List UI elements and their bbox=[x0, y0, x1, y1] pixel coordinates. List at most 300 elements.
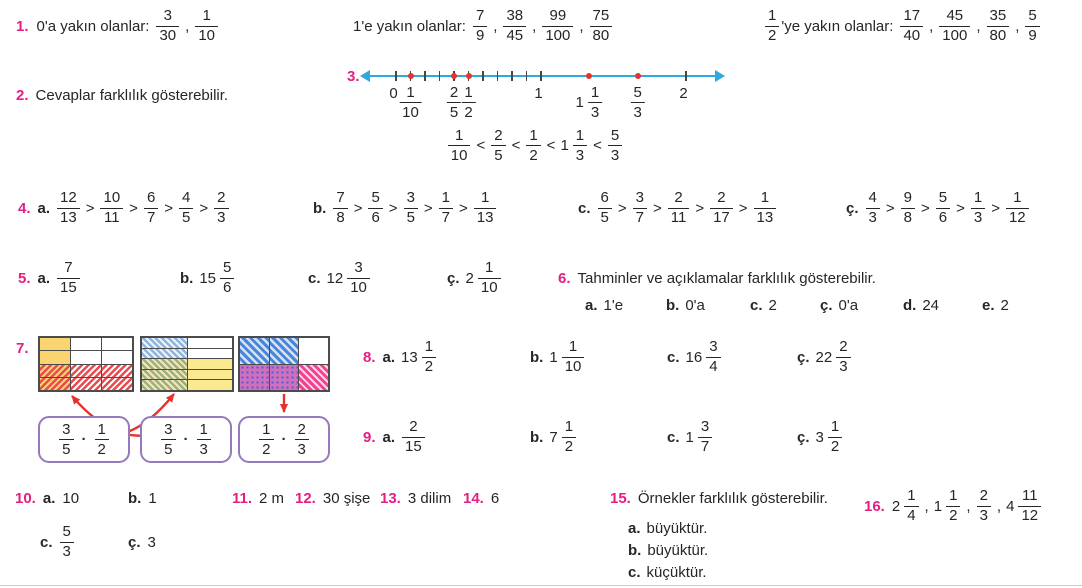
numberline-tick bbox=[526, 71, 528, 81]
numberline-tick bbox=[439, 71, 441, 81]
numerator: 1 bbox=[760, 189, 770, 207]
item-number: 2. bbox=[16, 86, 29, 104]
operator: > bbox=[991, 199, 1000, 217]
fraction bbox=[1018, 488, 1041, 524]
part-label: d. bbox=[903, 296, 917, 314]
fraction bbox=[836, 339, 850, 375]
item-number: 4. bbox=[18, 199, 31, 217]
denominator: 11 bbox=[670, 209, 687, 226]
numerator: 10 bbox=[103, 189, 121, 207]
grid-cell bbox=[299, 365, 328, 391]
answer-text: Örnekler farklılık gösterebilir. bbox=[637, 489, 828, 507]
numerator: 5 bbox=[62, 523, 71, 541]
fraction bbox=[439, 190, 453, 226]
fraction bbox=[448, 128, 471, 164]
math-expression bbox=[764, 8, 1041, 44]
grid-cell bbox=[188, 359, 233, 369]
item-5a bbox=[18, 256, 81, 300]
part-label: b. bbox=[128, 489, 142, 507]
text-token: 1 bbox=[148, 489, 157, 507]
part-label: ç. bbox=[797, 428, 810, 446]
item-number: 9. bbox=[363, 428, 376, 446]
denominator: 3 bbox=[610, 146, 620, 164]
denominator: 5 bbox=[164, 440, 173, 458]
fraction bbox=[542, 8, 573, 44]
fraction bbox=[402, 419, 425, 455]
fraction bbox=[939, 8, 970, 44]
numerator: 1 bbox=[973, 189, 983, 207]
fraction bbox=[608, 128, 622, 164]
answer-value: büyüktür. bbox=[646, 519, 708, 537]
numerator: 2 bbox=[409, 418, 418, 436]
operator: > bbox=[353, 199, 363, 217]
numberline-point bbox=[466, 73, 472, 79]
math-expression bbox=[401, 419, 426, 455]
item-5c bbox=[308, 256, 371, 300]
numerator: 1 bbox=[907, 487, 916, 505]
whole-number: 7 bbox=[549, 428, 558, 446]
whole-number: 16 bbox=[685, 348, 703, 366]
item-10c bbox=[40, 520, 75, 564]
numerator: 4 bbox=[182, 189, 191, 207]
operator: , bbox=[924, 497, 929, 515]
fraction bbox=[698, 419, 712, 455]
numerator: 1 bbox=[441, 189, 451, 207]
denominator: 6 bbox=[938, 209, 948, 226]
fraction bbox=[197, 422, 211, 458]
numerator: 7 bbox=[475, 7, 485, 25]
denominator: 2 bbox=[830, 438, 840, 455]
denominator: 40 bbox=[903, 27, 921, 44]
item-13 bbox=[380, 489, 451, 507]
numerator: 1 bbox=[949, 487, 958, 505]
whole-number: 3 bbox=[815, 428, 824, 446]
numerator: 2 bbox=[674, 189, 683, 207]
fraction bbox=[987, 8, 1010, 44]
whole-number: 4 bbox=[1006, 497, 1015, 515]
grid-cell bbox=[240, 338, 269, 364]
denominator: 15 bbox=[60, 279, 77, 296]
numerator: 2 bbox=[979, 487, 988, 505]
numerator: 1 bbox=[199, 420, 208, 438]
numerator: 3 bbox=[635, 189, 644, 207]
math-expression bbox=[865, 190, 1030, 226]
item-7 bbox=[10, 330, 350, 475]
item-10b bbox=[128, 489, 163, 507]
denominator: 80 bbox=[592, 27, 610, 44]
answer-value: 1'e bbox=[603, 296, 624, 314]
text-token: 1 bbox=[534, 85, 543, 102]
operator: > bbox=[423, 199, 433, 217]
fraction bbox=[220, 260, 234, 296]
text-token: 0'a yakın olanlar: bbox=[36, 17, 150, 35]
numerator: 35 bbox=[989, 7, 1007, 25]
denominator: 4 bbox=[709, 358, 718, 375]
part-label: a. bbox=[628, 519, 641, 537]
denominator: 2 bbox=[464, 103, 473, 121]
grid-cell bbox=[71, 378, 101, 390]
numberline-label bbox=[629, 85, 645, 121]
fraction-grid-3 bbox=[238, 336, 330, 392]
operator: < bbox=[476, 137, 486, 155]
whole-number: 1 bbox=[549, 348, 558, 366]
item-15a bbox=[628, 520, 707, 536]
denominator: 30 bbox=[159, 27, 177, 44]
denominator: 10 bbox=[198, 27, 215, 44]
numberline-tick bbox=[395, 71, 397, 81]
whole-number: 13 bbox=[401, 348, 418, 366]
fraction bbox=[95, 422, 109, 458]
fraction-grid-1 bbox=[38, 336, 134, 392]
fraction bbox=[936, 190, 950, 226]
item-number: 12. bbox=[295, 489, 316, 507]
item-9b bbox=[530, 415, 577, 459]
numerator: 3 bbox=[354, 259, 363, 277]
fraction bbox=[474, 190, 497, 226]
denominator: 17 bbox=[713, 209, 730, 226]
operator: , bbox=[493, 17, 498, 35]
fraction bbox=[399, 85, 422, 121]
part-label: c. bbox=[667, 348, 680, 366]
denominator: 11 bbox=[104, 209, 120, 226]
operator: > bbox=[199, 199, 209, 217]
denominator: 3 bbox=[575, 146, 585, 164]
denominator: 2 bbox=[949, 507, 958, 524]
item-16 bbox=[864, 484, 1042, 528]
part-label: a. bbox=[382, 348, 396, 366]
operator: > bbox=[85, 199, 95, 217]
denominator: 3 bbox=[839, 358, 848, 375]
fraction bbox=[57, 260, 80, 296]
item-10d bbox=[128, 520, 162, 564]
answer-value: büyüktür. bbox=[647, 541, 709, 559]
math-expression bbox=[258, 422, 310, 458]
answer-value bbox=[61, 490, 85, 507]
item-number: 3. bbox=[347, 68, 360, 85]
item-number: 7. bbox=[16, 340, 29, 357]
fraction bbox=[503, 8, 526, 44]
fraction bbox=[633, 190, 647, 226]
numerator: 5 bbox=[633, 84, 642, 101]
item-14 bbox=[463, 489, 499, 507]
numerator: 3 bbox=[406, 189, 415, 207]
numberline-tick bbox=[424, 71, 426, 81]
fraction bbox=[1006, 190, 1029, 226]
numerator: 17 bbox=[903, 7, 921, 25]
denominator: 2 bbox=[564, 438, 574, 455]
grid-cell bbox=[102, 338, 132, 350]
part-label: c. bbox=[308, 269, 321, 287]
part-label: b. bbox=[628, 541, 642, 559]
answer-value: 0'a bbox=[685, 296, 705, 314]
denominator: 3 bbox=[297, 440, 306, 458]
fraction bbox=[588, 85, 602, 121]
denominator: 5 bbox=[494, 146, 503, 164]
numerator: 6 bbox=[600, 189, 609, 207]
fraction bbox=[100, 190, 123, 226]
item-11 bbox=[232, 489, 284, 507]
denominator: 3 bbox=[633, 103, 642, 121]
numerator: 1 bbox=[830, 418, 840, 436]
whole-number: 1 bbox=[575, 94, 584, 112]
item-9c bbox=[667, 415, 713, 459]
math-expression bbox=[327, 260, 371, 296]
item-12 bbox=[295, 489, 370, 507]
numerator: 4 bbox=[868, 189, 877, 207]
answer-value: 0'a bbox=[838, 296, 859, 314]
numerator: 75 bbox=[592, 7, 610, 25]
numerator: 6 bbox=[146, 189, 156, 207]
part-label: a. bbox=[585, 296, 598, 314]
numerator: 5 bbox=[610, 127, 620, 144]
item-8c bbox=[667, 335, 722, 379]
answer-value: 24 bbox=[922, 296, 940, 314]
denominator: 5 bbox=[600, 209, 609, 226]
grid-cell bbox=[188, 338, 233, 348]
denominator: 3 bbox=[868, 209, 877, 226]
denominator: 100 bbox=[545, 27, 571, 44]
operator: > bbox=[652, 199, 662, 217]
numerator: 2 bbox=[217, 189, 226, 207]
part-label: c. bbox=[628, 563, 641, 581]
fraction bbox=[195, 8, 218, 44]
fraction bbox=[598, 190, 612, 226]
item-6-answer-a bbox=[585, 296, 623, 314]
item-8d bbox=[797, 335, 852, 379]
math-expression bbox=[686, 419, 714, 455]
whole-number: 1 bbox=[685, 428, 694, 446]
item-number: 13. bbox=[380, 489, 401, 507]
operator: · bbox=[183, 431, 189, 448]
fraction bbox=[295, 422, 309, 458]
operator: > bbox=[956, 199, 965, 217]
item-number: 11. bbox=[232, 489, 253, 507]
numerator: 1 bbox=[97, 420, 106, 438]
math-expression bbox=[56, 190, 229, 226]
fraction bbox=[901, 190, 915, 226]
denominator: 45 bbox=[506, 27, 524, 44]
item-6-answer-e bbox=[903, 296, 939, 314]
operator: > bbox=[388, 199, 398, 217]
operator: , bbox=[532, 17, 537, 35]
denominator: 6 bbox=[223, 279, 232, 296]
fraction bbox=[60, 524, 74, 560]
grid-cell bbox=[40, 378, 70, 390]
fraction bbox=[590, 8, 613, 44]
fraction bbox=[144, 190, 158, 226]
fraction bbox=[526, 128, 540, 164]
math-expression bbox=[56, 260, 81, 296]
numerator: 3 bbox=[700, 418, 710, 436]
numberline-tick bbox=[511, 71, 513, 81]
numerator: 1 bbox=[768, 7, 777, 25]
numerator: 1 bbox=[529, 127, 538, 144]
item-4b bbox=[313, 186, 497, 230]
arrow-right-icon bbox=[715, 70, 725, 82]
math-expression bbox=[58, 422, 110, 458]
denominator: 3 bbox=[979, 507, 988, 524]
denominator: 7 bbox=[700, 438, 710, 455]
part-label: b. bbox=[530, 428, 544, 446]
numerator: 1 bbox=[424, 338, 434, 356]
operator: > bbox=[459, 199, 468, 217]
math-expression bbox=[401, 339, 437, 375]
denominator: 5 bbox=[406, 209, 415, 226]
part-label: ç. bbox=[846, 199, 859, 217]
part-label: b. bbox=[180, 269, 194, 287]
grid-cell bbox=[102, 378, 132, 390]
item-number: 6. bbox=[558, 269, 571, 287]
grid-cell bbox=[270, 338, 299, 364]
part-label: e. bbox=[982, 296, 995, 314]
math-expression bbox=[352, 8, 613, 44]
item-8b bbox=[530, 335, 585, 379]
denominator: 10 bbox=[402, 103, 419, 121]
fraction bbox=[562, 419, 576, 455]
item-10a bbox=[15, 489, 85, 507]
fraction bbox=[828, 419, 842, 455]
fraction bbox=[900, 8, 923, 44]
numberline-label bbox=[678, 85, 693, 102]
fraction bbox=[404, 190, 418, 226]
item-number: 16. bbox=[864, 497, 885, 515]
numerator: 1 bbox=[480, 189, 490, 207]
numerator: 38 bbox=[506, 7, 524, 25]
fraction bbox=[668, 190, 690, 226]
part-label: ç. bbox=[820, 296, 833, 314]
fraction bbox=[971, 190, 985, 226]
numerator: 45 bbox=[946, 7, 964, 25]
fraction bbox=[461, 85, 475, 121]
part-label: ç. bbox=[128, 533, 141, 551]
fraction bbox=[333, 190, 347, 226]
denominator: 13 bbox=[60, 209, 77, 226]
answer-value: 2 bbox=[768, 296, 777, 314]
grid-cell bbox=[142, 338, 187, 348]
numerator: 2 bbox=[839, 338, 848, 356]
item-1-group-2 bbox=[352, 4, 613, 48]
part-label: c. bbox=[578, 199, 591, 217]
answer-value: küçüktür. bbox=[646, 563, 707, 581]
fraction bbox=[630, 85, 644, 121]
denominator: 9 bbox=[475, 27, 485, 44]
operator: > bbox=[129, 199, 138, 217]
whole-number: 12 bbox=[326, 269, 344, 287]
numerator: 5 bbox=[938, 189, 948, 207]
text-token: 2 bbox=[679, 85, 688, 102]
numerator: 3 bbox=[62, 420, 71, 438]
denominator: 10 bbox=[564, 358, 582, 375]
part-label: c. bbox=[40, 533, 53, 551]
fraction bbox=[710, 190, 733, 226]
denominator: 2 bbox=[97, 440, 106, 458]
grid-cell bbox=[102, 351, 132, 363]
operator: , bbox=[185, 17, 190, 35]
whole-number: 1 bbox=[933, 497, 943, 515]
operator: · bbox=[81, 431, 87, 448]
item-4a bbox=[18, 186, 230, 230]
denominator: 7 bbox=[635, 209, 644, 226]
denominator: 2 bbox=[424, 358, 434, 375]
numberline-label bbox=[460, 85, 476, 121]
whole-number: 15 bbox=[199, 269, 217, 287]
operator: > bbox=[164, 199, 174, 217]
answer-value: 30 şişe bbox=[322, 489, 371, 507]
part-label: a. bbox=[42, 489, 56, 507]
grid-cell bbox=[299, 338, 328, 364]
fraction bbox=[1025, 8, 1039, 44]
fraction bbox=[977, 488, 991, 524]
grid-cell bbox=[71, 365, 101, 377]
numerator: 3 bbox=[163, 7, 172, 25]
numerator: 1 bbox=[590, 84, 600, 101]
number-line bbox=[361, 64, 725, 126]
part-label: a. bbox=[382, 428, 396, 446]
item-5b bbox=[180, 256, 235, 300]
denominator: 100 bbox=[942, 27, 968, 44]
product-box-2 bbox=[140, 416, 232, 463]
text-token: 1'e yakın olanlar: bbox=[353, 17, 466, 35]
math-expression bbox=[160, 422, 212, 458]
fraction bbox=[946, 488, 960, 524]
item-2 bbox=[16, 86, 228, 104]
numberline-tick bbox=[685, 71, 687, 81]
fraction bbox=[447, 85, 461, 121]
math-expression bbox=[892, 488, 1042, 524]
numberline-label bbox=[575, 85, 603, 121]
item-15 bbox=[610, 489, 828, 507]
grid-cell bbox=[142, 380, 187, 390]
item-5d bbox=[447, 256, 502, 300]
numberline-point bbox=[408, 73, 414, 79]
numerator: 1 bbox=[262, 420, 271, 438]
numberline-tick bbox=[497, 71, 499, 81]
denominator: 2 bbox=[262, 440, 271, 458]
numberline-point bbox=[451, 73, 457, 79]
numerator: 5 bbox=[223, 259, 232, 277]
numerator: 1 bbox=[454, 127, 464, 144]
answer-value: 2 bbox=[1000, 296, 1009, 314]
math-expression bbox=[549, 339, 585, 375]
numerator: 5 bbox=[371, 189, 380, 207]
item-6-answer-f bbox=[982, 296, 1009, 314]
math-expression bbox=[816, 339, 852, 375]
text-token: 0 bbox=[389, 85, 398, 102]
math-expression bbox=[59, 524, 75, 560]
denominator: 13 bbox=[756, 209, 774, 226]
fraction bbox=[765, 8, 779, 44]
math-expression bbox=[36, 8, 219, 44]
answer-text: Cevaplar farklılık gösterebilir. bbox=[35, 86, 229, 104]
part-label: b. bbox=[313, 199, 327, 217]
fraction bbox=[491, 128, 505, 164]
operator: > bbox=[695, 199, 705, 217]
grid-cell bbox=[142, 349, 187, 359]
denominator: 15 bbox=[405, 438, 422, 455]
part-label: ç. bbox=[447, 269, 460, 287]
fraction bbox=[179, 190, 193, 226]
item-6-answer-b bbox=[666, 296, 705, 314]
operator: , bbox=[1015, 17, 1020, 35]
operator: > bbox=[738, 199, 748, 217]
grid-cell bbox=[142, 370, 187, 380]
numerator: 1 bbox=[202, 7, 211, 25]
numberline-point bbox=[635, 73, 641, 79]
item-number: 10. bbox=[15, 489, 36, 507]
numerator: 1 bbox=[575, 127, 585, 144]
numerator: 3 bbox=[709, 338, 718, 356]
numerator: 1 bbox=[1013, 189, 1022, 207]
